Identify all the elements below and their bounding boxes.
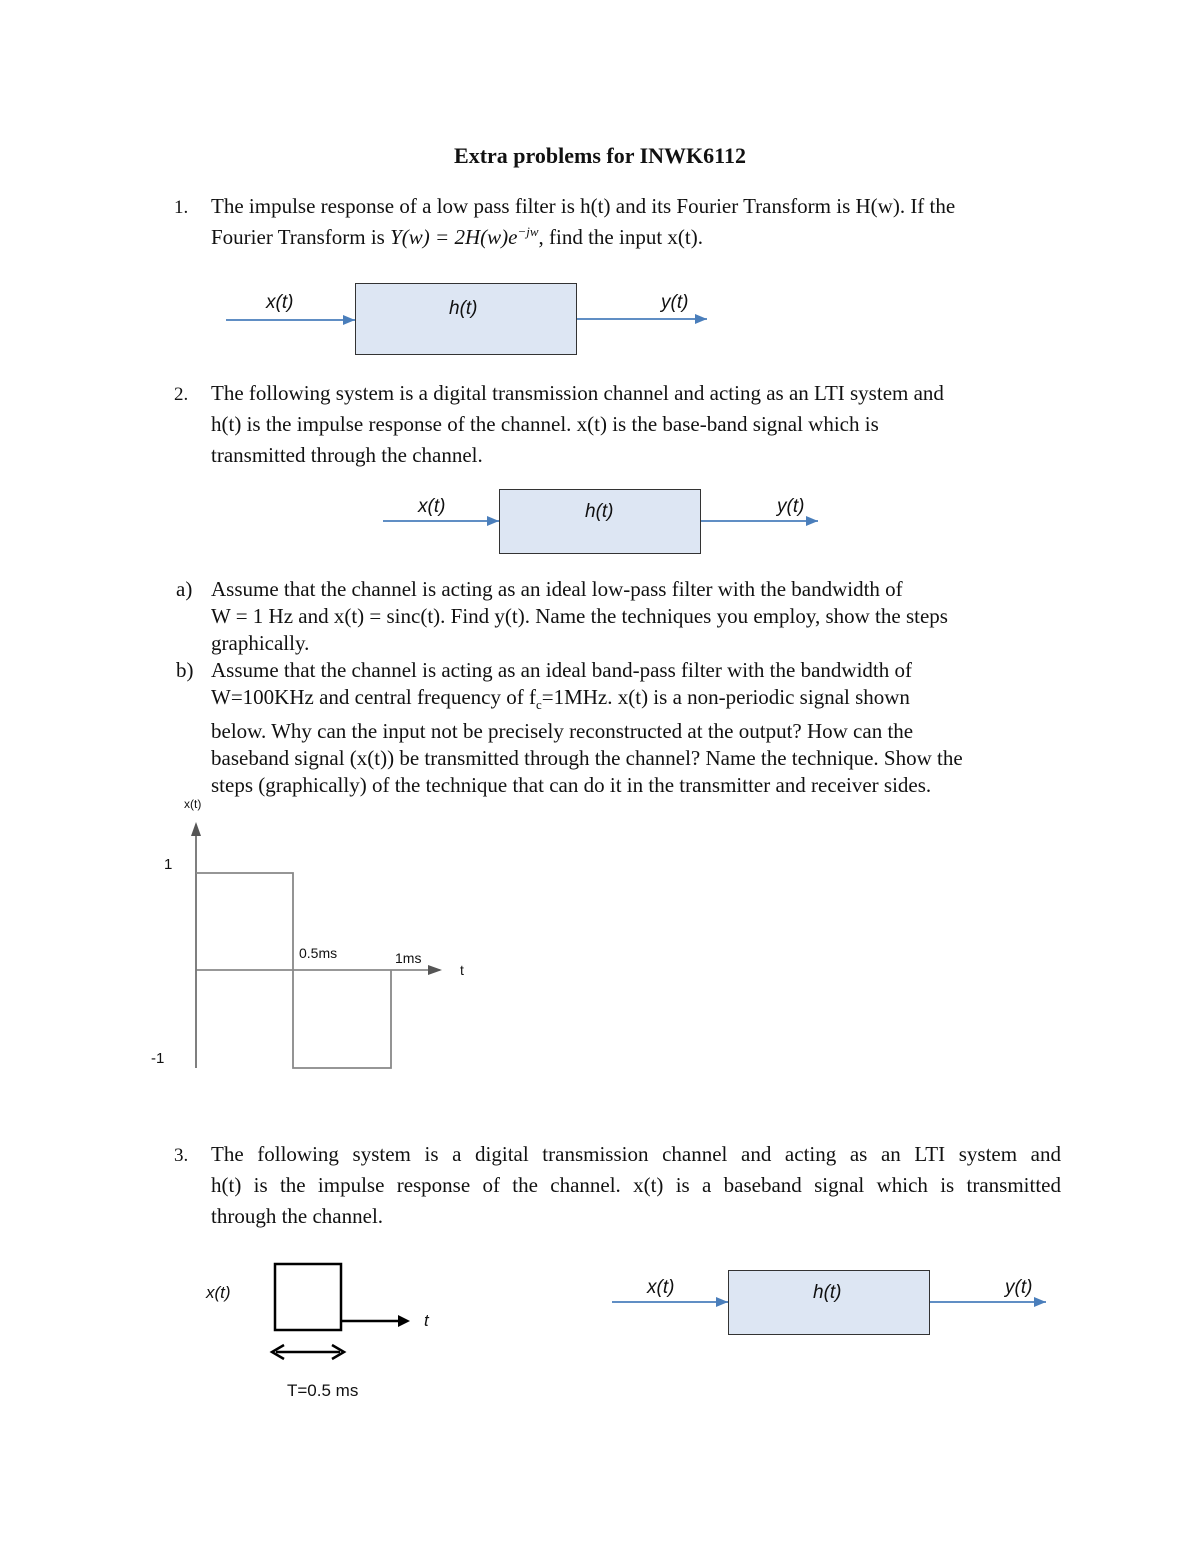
problem-1-text	[211, 191, 1091, 253]
signal-plot-y-low: -1	[151, 1050, 165, 1067]
problem-3-line-3: through the channel.	[211, 1204, 384, 1228]
page-title: Extra problems for INWK6112	[454, 143, 746, 168]
problem-3-line-2: h(t) is the impulse response of the channel. x(t) is a baseband signal which is transmitted	[211, 1173, 1061, 1197]
part-b-text	[211, 657, 1091, 799]
problem-3-number: 3.	[174, 1145, 189, 1166]
problem-3-line-1: The following system is a digital transmission channel and acting as an LTI system and	[211, 1142, 1061, 1166]
problem-2-line-2: h(t) is the impulse response of the channel. x(t) is the base-band signal which is	[211, 412, 879, 436]
pulse-x-label: t	[424, 1311, 429, 1330]
fourier-formula: Y(w) = 2H(w)e	[390, 225, 518, 249]
part-b-line-4: baseband signal (x(t)) be transmitted through the channel? Name the technique. Show the	[211, 746, 963, 771]
diagram-3-block-label: h(t)	[813, 1282, 842, 1303]
diagram-3-arrows	[0, 0, 1, 1]
signal-plot-t-mid: 0.5ms	[299, 945, 338, 961]
diagram-1-block-label: h(t)	[449, 298, 478, 319]
part-a-line-2: W = 1 Hz and x(t) = sinc(t). Find y(t). Name the techniques you employ, show the steps	[211, 604, 948, 628]
part-b-line-2: W=100KHz and central frequency of $f_c=1MHz$. x(t) is a non-periodic signal shown	[211, 685, 910, 713]
problem-3-text	[211, 1139, 1061, 1232]
diagram-3-input-label: x(t)	[647, 1277, 675, 1298]
part-a-text	[211, 576, 1091, 657]
part-a-label: a)	[176, 577, 193, 601]
signal-plot-y-high: 1	[164, 856, 173, 873]
signal-plot-t-end: 1ms	[395, 950, 422, 966]
problem-2-text	[211, 378, 1091, 471]
pulse-width-label: T=0.5 ms	[287, 1381, 359, 1400]
part-b-label: b)	[176, 658, 194, 682]
diagram-2-input-label: x(t)	[418, 496, 446, 517]
pulse-y-label: x(t)	[206, 1283, 231, 1302]
signal-plot-x-label: t	[460, 962, 464, 978]
diagram-3-output-label: y(t)	[1005, 1277, 1033, 1298]
problem-2-line-1: The following system is a digital transmission channel and acting as an LTI system and	[211, 381, 944, 405]
part-b-line-3: below. Why can the input not be precisely reconstructed at the output? How can the	[211, 719, 914, 744]
problem-2-number: 2.	[174, 384, 189, 405]
diagram-2-output-label: y(t)	[777, 496, 805, 517]
part-a-line-3: graphically.	[211, 631, 310, 655]
part-a-line-1: Assume that the channel is acting as an ideal low-pass filter with the bandwidth of	[211, 577, 903, 601]
fourier-formula-exponent: −jw	[517, 224, 539, 239]
diagram-1-input-label: x(t)	[266, 292, 294, 313]
problem-1-line-2: Fourier Transform is $Y(w) = 2H(w)e^{-jw}$, find the input x(t).	[211, 224, 703, 249]
part-b-line-1: Assume that the channel is acting as an ideal band-pass filter with the bandwidth of	[211, 658, 912, 682]
problem-1-number: 1.	[174, 197, 189, 218]
diagram-2-block-label: h(t)	[585, 501, 614, 522]
signal-plot-y-label: x(t)	[184, 797, 202, 811]
part-b-line-5: steps (graphically) of the technique that can do it in the transmitter and receiver sides.	[211, 773, 932, 798]
problem-1-line-1: The impulse response of a low pass filter is h(t) and its Fourier Transform is H(w). If the	[211, 194, 956, 218]
problem-2-line-3: transmitted through the channel.	[211, 443, 483, 467]
diagram-1-output-label: y(t)	[661, 292, 689, 313]
